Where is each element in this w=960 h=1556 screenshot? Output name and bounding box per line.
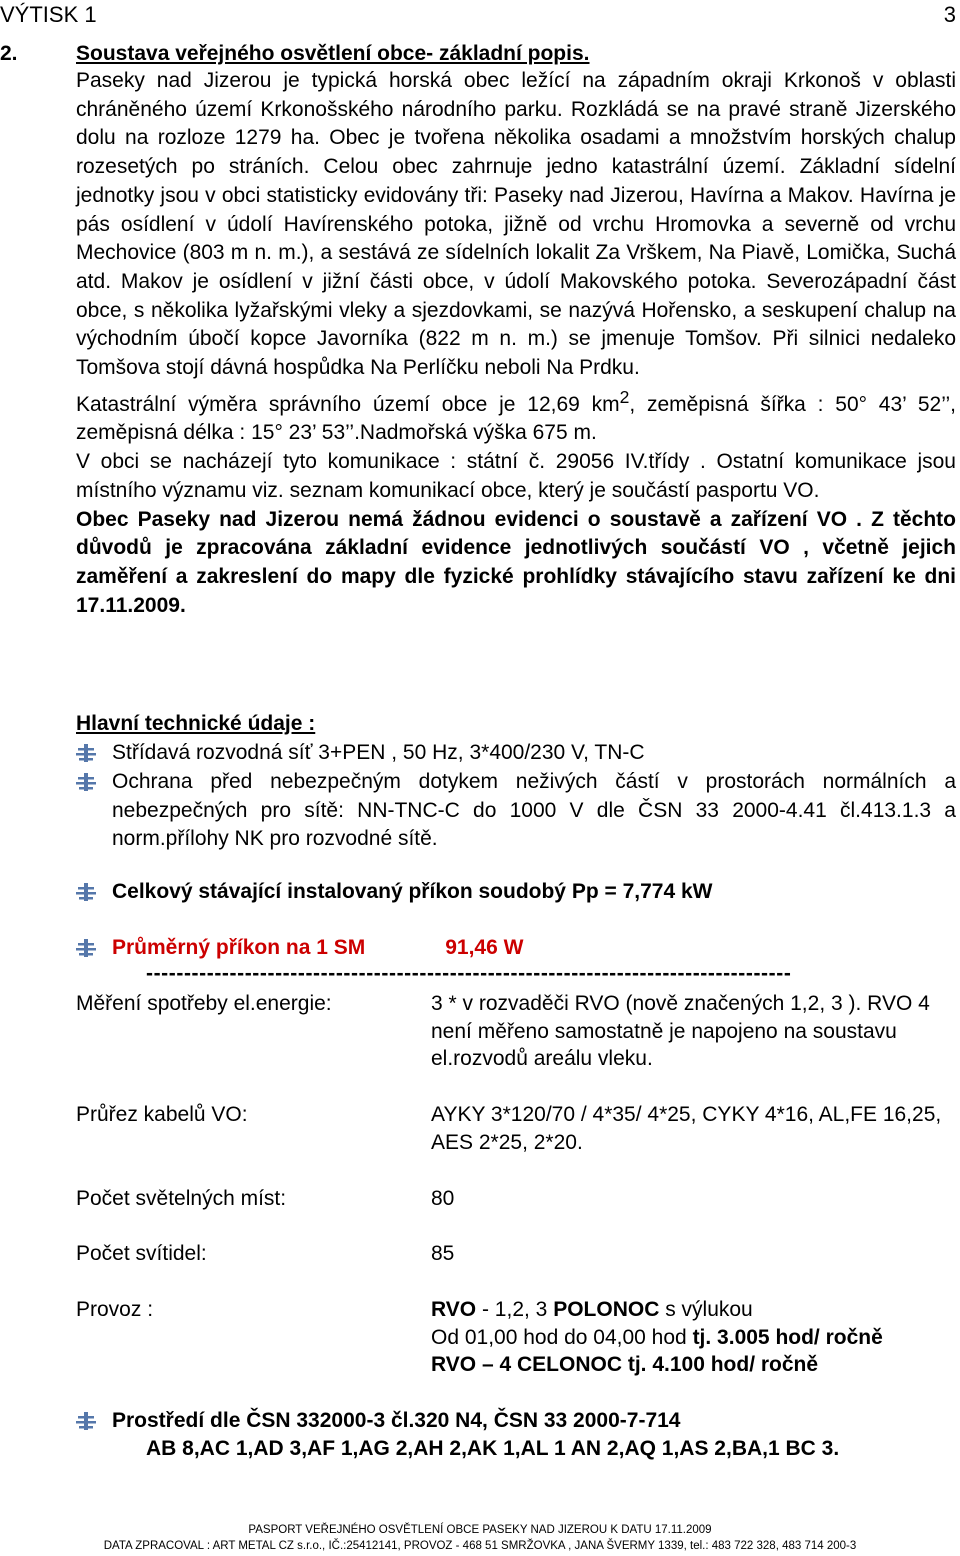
metering-value: 3 * v rozvaděči RVO (nově značených 1,2, 3 ). RVO 4 není měřeno samostatně je napojeno na soustavu el.rozvodů areálu vleku. (431, 992, 930, 1070)
bullet-power (76, 878, 956, 907)
operation-line-2: Od 01,00 hod do 04,00 hod tj. 3.005 hod/ ročně (431, 1325, 883, 1349)
environment-line-2: AB 8,AC 1,AD 3,AF 1,AG 2,AH 2,AK 1,AL 1 AN 2,AQ 1,AS 2,BA,1 BC 3. (146, 1437, 840, 1460)
separator-line: ------------------------------------------------------------------------------------- (146, 962, 792, 985)
metering-label: Měření spotřeby el.energie: (76, 992, 332, 1015)
bullet-avg-power-text (112, 934, 956, 963)
section-title: Soustava veřejného osvětlení obce- základní popis. (76, 42, 590, 65)
cable-label: Průřez kabelů VO: (76, 1103, 248, 1126)
bullet-network (76, 739, 956, 768)
bullet-icon (76, 743, 96, 763)
bullet-icon (76, 772, 96, 792)
area-superscript: 2 (619, 386, 630, 407)
bullet-icon (76, 938, 96, 958)
operation-value (431, 1296, 960, 1379)
avg-power-value: 91,46 W (445, 936, 524, 959)
area-text: Katastrální výměra správního území obce je 12,69 km (76, 392, 620, 416)
bullet-icon (76, 1411, 96, 1431)
intro-paragraph-2 (76, 383, 956, 448)
bullet-avg-power (76, 934, 956, 963)
cable-value: AYKY 3*120/70 / 4*35/ 4*25, CYKY 4*16, AL,FE 16,25, AES 2*25, 2*20. (431, 1103, 942, 1154)
copy-label: VÝTISK 1 (0, 2, 97, 27)
luminaires-label: Počet svítidel: (76, 1242, 207, 1265)
tech-data-title: Hlavní technické údaje : (76, 712, 316, 735)
intro-paragraph-3: V obci se nacházejí tyto komunikace : státní č. 29056 IV.třídy . Ostatní komunikace jsou místního významu viz. seznam komunikací obce, který je součástí pasportu VO. (76, 450, 956, 502)
operation-line-1: RVO - 1,2, 3 POLONOC s výlukou (431, 1298, 753, 1321)
operation-line-3: RVO – 4 CELONOC tj. 4.100 hod/ ročně (431, 1353, 819, 1376)
intro-paragraph-4: Obec Paseky nad Jizerou nemá žádnou evidenci o soustavě a zařízení VO . Z těchto důvodů je zpracována základní evidence jednotlivých součástí VO , včetně jejich zaměření a zakreslení do mapy dle fyzické prohlídky stávajícího stavu zařízení ke dni 17.11.2009. (76, 507, 956, 617)
footer-line-2: DATA ZPRACOVAL : ART METAL CZ s.r.o., IČ.:25412141, PROVOZ - 468 51 SMRŽOVKA , JANA ŠVERMY 1339, tel.: 483 722 328, 483 714 200-3 (103, 1540, 857, 1552)
coordinates-text: , zeměpisná šířka : 50° 43’ 52’’, zeměpisná délka : 15° 23’ 53’’.Nadmořská výška 675 m. (76, 392, 956, 445)
section-heading (0, 42, 590, 66)
footer-line-1: PASPORT VEŘEJNÉHO OSVĚTLENÍ OBCE PASEKY NAD JIZEROU K DATU 17.11.2009 (248, 1524, 712, 1536)
intro-paragraph-1: Paseky nad Jizerou je typická horská obec ležící na západním okraji Krkonoš v oblasti chráněného území Krkonošského národního parku. Rozkládá se na pravé straně Jizerského dolu na rozloze 1279 ha. Obec je tvořena několika osadami a množstvím horských chalup rozesetých po stráních. Celou obec zahrnuje jedno katastrální území. Základní sídelní jednotky jsou v obci statisticky evidovány tři: Paseky nad Jizerou, Havírna a Makov. Havírna je pás osídlení v údolí Havírenského potoka, jižně od vrchu Hromovka a severně od vrchu Mechovice (803 m n. m.), a sestává ze sídelních lokalit Za Vrškem, Na Piavě, Lomička, Suchá atd. Makov je osídlení v jižní části obce, v údolí Makovského potoka. Severozápadní část obce, s několika lyžařskými vleky a sjezdovkami, se nazývá Hořensko, a seskupení chalup na východním úbočí kopce Javorníka (822 m n. m.) se jmenuje Tomšov. Při silnici nedaleko Tomšova stojí dávná hospůdka Na Perlíčku neboli Na Prdku. (76, 69, 956, 380)
light-points-value: 80 (431, 1187, 455, 1210)
luminaires-value: 85 (431, 1242, 455, 1265)
bullet-protection-text: Ochrana před nebezpečným dotykem neživých částí v prostorách normálních a nebezpečných pro sítě: NN-TNC-C do 1000 V dle ČSN 33 2000-4.41 čl.413.1.3 a norm.přílohy NK pro rozvodné sítě. (112, 770, 956, 851)
bullet-icon (76, 882, 96, 902)
section-number: 2. (0, 42, 18, 65)
bullet-environment (76, 1407, 956, 1436)
bullet-network-text: Střídavá rozvodná síť 3+PEN , 50 Hz, 3*400/230 V, TN-C (112, 741, 645, 764)
intro-text (76, 67, 956, 620)
bullet-protection (76, 768, 956, 854)
avg-power-label: Průměrný příkon na 1 SM (112, 936, 366, 959)
environment-line-1: Prostředí dle ČSN 332000-3 čl.320 N4, ČSN 33 2000-7-714 (112, 1409, 681, 1432)
page-number: 3 (943, 2, 956, 27)
operation-label: Provoz : (76, 1298, 154, 1321)
bullet-power-text: Celkový stávající instalovaný příkon soudobý Pp = 7,774 kW (112, 880, 713, 903)
light-points-label: Počet světelných míst: (76, 1187, 287, 1210)
